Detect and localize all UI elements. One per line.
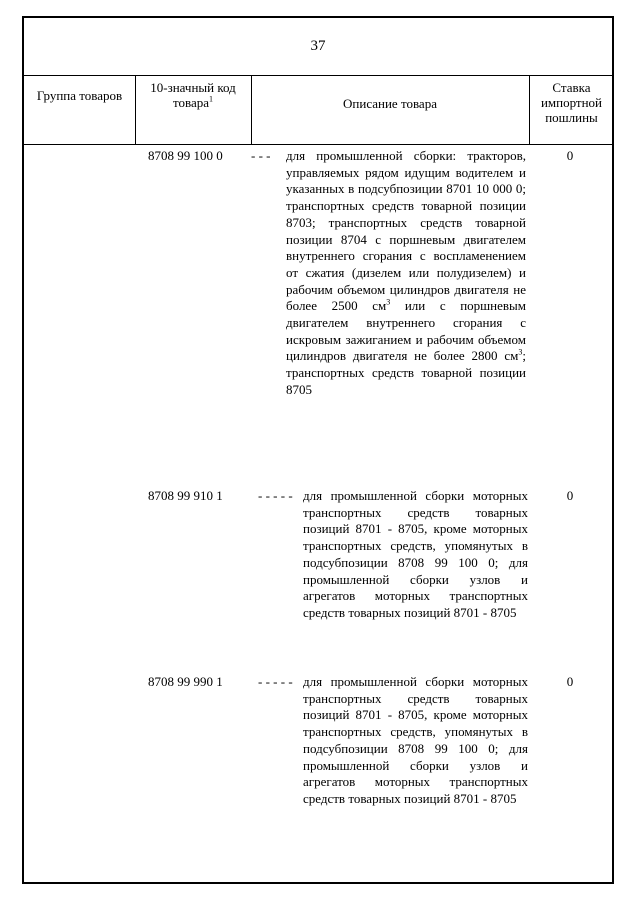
row-1-code: 8708 99 100 0 (148, 148, 223, 163)
page-frame (22, 16, 614, 884)
header-group: Группа товаров (36, 88, 123, 103)
row-1-dash: - - - (251, 148, 271, 163)
row-1-description (286, 148, 526, 399)
row-1-desc-text-b: или с поршневым двигателем внутреннего сгорания с искровым зажиганием и рабочим объемом цилиндров двигателя не более 2800 см (286, 298, 527, 364)
row-1-sup-a: 3 (386, 298, 391, 307)
row-2-code: 8708 99 910 1 (148, 488, 223, 503)
table-top-border (24, 75, 612, 76)
header-code (135, 80, 251, 110)
row-3-code: 8708 99 990 1 (148, 674, 223, 689)
row-3-rate: 0 (566, 674, 574, 689)
row-1-desc-text-a: для промышленной сборки: тракторов, управляемых рядом идущим водителем и указанных в подсубпозиции 8701 10 000 0; транспортных средств товарной позиции 8703; транспортных средств товарной позиции 8704 с поршневым двигателем внутреннего сгорания с воспламенением от сжатия (дизелем или полудизелем) и рабочим объемом цилиндров двигателя не более 2500 см (286, 148, 526, 314)
row-2-description: для промышленной сборки моторных транспортных средств товарных позиций 8701 - 8705, кроме моторных транспортных средств, упомянутых в подсубпозиции 8708 99 100 0; для промышленной сборки узлов и агрегатов моторных транспортных средств товарных позиций 8701 - 8705 (303, 488, 528, 620)
header-rate: Ставка импортной пошлины (540, 80, 603, 125)
row-1-sup-b: 3 (518, 348, 523, 358)
row-2-dash: - - - - - (258, 488, 293, 503)
header-code-footnote: 1 (209, 94, 214, 104)
row-1-desc-text-c: ; транспортных средств товарной позиции 8705 (286, 348, 526, 397)
header-code-text: 10-значный код товара (150, 80, 236, 110)
row-1-rate: 0 (566, 148, 574, 163)
row-3-description: для промышленной сборки моторных транспортных средств товарных позиций 8701 - 8705, кроме моторных транспортных средств, упомянутых в подсубпозиции 8708 99 100 0; для промышленной сборки узлов и агрегатов моторных транспортных средств товарных позиций 8701 - 8705 (303, 674, 528, 806)
row-3-dash: - - - - - (258, 674, 293, 689)
page-number: 37 (310, 38, 326, 54)
header-description: Описание товара (343, 96, 437, 111)
row-2-rate: 0 (566, 488, 574, 503)
header-bottom-border (24, 144, 612, 145)
